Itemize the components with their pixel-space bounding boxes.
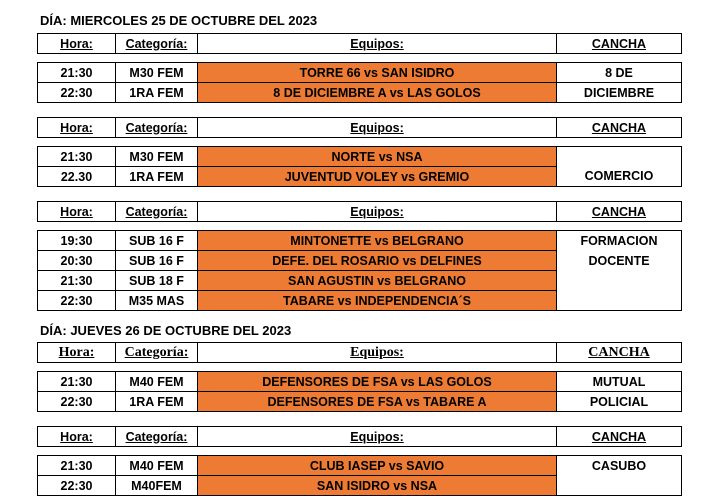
cell-hora: 19:30	[38, 231, 116, 251]
cell-hora: 21:30	[38, 147, 116, 167]
schedule-table-4	[37, 342, 682, 412]
table-row	[38, 476, 682, 496]
cell-categoria: SUB 16 F	[116, 251, 198, 271]
cell-equipos: JUVENTUD VOLEY vs GREMIO	[198, 167, 557, 187]
cell-cancha: POLICIAL	[557, 392, 682, 412]
cell-categoria: SUB 18 F	[116, 271, 198, 291]
schedule-table-3	[37, 201, 682, 311]
cell-categoria: M40 FEM	[116, 372, 198, 392]
header-equipos: Equipos:	[198, 34, 557, 54]
cell-hora: 21:30	[38, 63, 116, 83]
cell-categoria: 1RA FEM	[116, 167, 198, 187]
cell-categoria: SUB 16 F	[116, 231, 198, 251]
cell-cancha: CASUBO	[557, 456, 682, 476]
schedule-table-2	[37, 117, 682, 187]
table-header-row	[38, 427, 682, 447]
cell-equipos: MINTONETTE vs BELGRANO	[198, 231, 557, 251]
header-categoria: Categoría:	[116, 118, 198, 138]
cell-cancha-empty	[557, 271, 682, 291]
schedule-table-5	[37, 426, 682, 496]
cell-hora: 21:30	[38, 372, 116, 392]
cell-categoria: 1RA FEM	[116, 83, 198, 103]
table-row	[38, 291, 682, 311]
header-categoria: Categoría:	[116, 34, 198, 54]
header-categoria: Categoría:	[116, 343, 198, 363]
cell-cancha-empty	[557, 147, 682, 167]
header-cancha: CANCHA	[557, 118, 682, 138]
table-row	[38, 147, 682, 167]
header-categoria: Categoría:	[116, 202, 198, 222]
day-title-thursday: DÍA: JUEVES 26 DE OCTUBRE DEL 2023	[40, 323, 292, 338]
header-cancha: CANCHA	[557, 343, 682, 363]
cell-equipos: CLUB IASEP vs SAVIO	[198, 456, 557, 476]
table-row	[38, 231, 682, 251]
header-cancha: CANCHA	[557, 34, 682, 54]
table-row	[38, 456, 682, 476]
table-row	[38, 372, 682, 392]
table-row	[38, 167, 682, 187]
day-title-wednesday: DÍA: MIERCOLES 25 DE OCTUBRE DEL 2023	[40, 13, 318, 28]
header-equipos: Equipos:	[198, 343, 557, 363]
table-header-row	[38, 202, 682, 222]
cell-equipos: 8 DE DICIEMBRE A vs LAS GOLOS	[198, 83, 557, 103]
header-equipos: Equipos:	[198, 427, 557, 447]
cell-categoria: M30 FEM	[116, 63, 198, 83]
cell-cancha: MUTUAL	[557, 372, 682, 392]
cell-categoria: 1RA FEM	[116, 392, 198, 412]
cell-cancha: DOCENTE	[557, 251, 682, 271]
cell-cancha-empty	[557, 476, 682, 496]
header-categoria: Categoría:	[116, 427, 198, 447]
header-hora: Hora:	[38, 202, 116, 222]
header-hora: Hora:	[38, 427, 116, 447]
schedule-table-1	[37, 33, 682, 103]
cell-cancha: 8 DE	[557, 63, 682, 83]
cell-equipos: TORRE 66 vs SAN ISIDRO	[198, 63, 557, 83]
table-row	[38, 251, 682, 271]
cell-categoria: M35 MAS	[116, 291, 198, 311]
header-equipos: Equipos:	[198, 202, 557, 222]
table-row	[38, 271, 682, 291]
table-row	[38, 83, 682, 103]
table-row	[38, 392, 682, 412]
cell-hora: 22:30	[38, 291, 116, 311]
cell-equipos: DEFENSORES DE FSA vs LAS GOLOS	[198, 372, 557, 392]
cell-categoria: M40 FEM	[116, 456, 198, 476]
table-header-row	[38, 34, 682, 54]
table-header-row	[38, 118, 682, 138]
header-hora: Hora:	[38, 34, 116, 54]
cell-hora: 22.30	[38, 167, 116, 187]
cell-categoria: M30 FEM	[116, 147, 198, 167]
cell-hora: 21:30	[38, 456, 116, 476]
header-cancha: CANCHA	[557, 202, 682, 222]
cell-categoria: M40FEM	[116, 476, 198, 496]
header-cancha: CANCHA	[557, 427, 682, 447]
cell-hora: 22:30	[38, 476, 116, 496]
cell-equipos: SAN ISIDRO vs NSA	[198, 476, 557, 496]
cell-cancha-empty	[557, 291, 682, 311]
cell-cancha: FORMACION	[557, 231, 682, 251]
cell-hora: 21:30	[38, 271, 116, 291]
cell-cancha: COMERCIO	[557, 167, 682, 187]
cell-hora: 22:30	[38, 392, 116, 412]
header-hora: Hora:	[38, 118, 116, 138]
cell-equipos: DEFENSORES DE FSA vs TABARE A	[198, 392, 557, 412]
cell-equipos: DEFE. DEL ROSARIO vs DELFINES	[198, 251, 557, 271]
cell-hora: 22:30	[38, 83, 116, 103]
cell-hora: 20:30	[38, 251, 116, 271]
header-hora: Hora:	[38, 343, 116, 363]
cell-equipos: TABARE vs INDEPENDENCIA´S	[198, 291, 557, 311]
cell-equipos: SAN AGUSTIN vs BELGRANO	[198, 271, 557, 291]
cell-cancha: DICIEMBRE	[557, 83, 682, 103]
cell-equipos: NORTE vs NSA	[198, 147, 557, 167]
table-header-row	[38, 343, 682, 363]
table-row	[38, 63, 682, 83]
header-equipos: Equipos:	[198, 118, 557, 138]
